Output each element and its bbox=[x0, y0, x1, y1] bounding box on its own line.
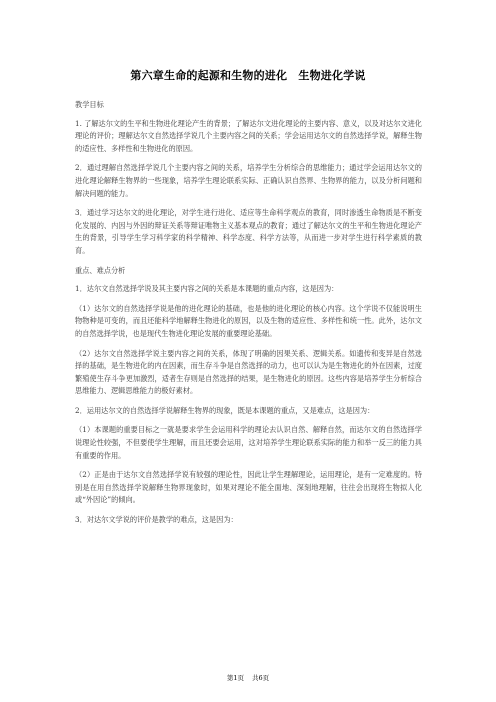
section-heading-objectives: 教学目标 bbox=[75, 100, 104, 109]
document-title: 第六章生命的起源和生物的进化 生物进化学说 bbox=[130, 69, 366, 82]
page-total: 共6页 bbox=[252, 674, 270, 682]
paragraph: 1. 了解达尔文的生平和生物进化理论产生的背景；了解达尔文进化理论的主要内容、意义，以及对达尔文进化理论的评价；理解达尔文自然选择学说几个主要内容之间的关系；学会运用达尔文的自然选择学说，解释生物的适应性、多样性和生物进化的原因。 bbox=[75, 118, 422, 153]
paragraph: 1．达尔文自然选择学说及其主要内容之间的关系是本课题的重点内容，这是因为： bbox=[75, 284, 339, 294]
document-body bbox=[75, 99, 422, 534]
paragraph: （1）本课题的重要目标之一就是要求学生会运用科学的理论去认识自然、解释自然，而达尔文的自然选择学说理论性较强，不但要使学生理解，而且还要会运用，这对培养学生理论联系实际的能力和举一反三的能力具有重要的作用。 bbox=[75, 425, 422, 460]
paragraph: （1）达尔文的自然选择学说是他的进化理论的基础，也是他的进化理论的核心内容。这个学说不仅能说明生物物种是可变的，而且还能科学地解释生物进化的原因，以及生物的适应性、多样性和统一性。此外，达尔文的自然选择学说，也是现代生物进化理论发展的重要理论基础。 bbox=[75, 303, 422, 338]
paragraph: 2．通过理解自然选择学说几个主要内容之间的关系，培养学生分析综合的思维能力；通过学会运用达尔文的进化理论解释生物界的一些现象，培养学生理论联系实际、正确认识自然界、生物界的能力，以及分析问题和解决问题的能力。 bbox=[75, 163, 422, 198]
paragraph: 3．对达尔文学说的评价是教学的难点，这是因为： bbox=[75, 515, 238, 525]
paragraph: 3．通过学习达尔文的进化理论，对学生进行进化、适应等生命科学观点的教育，同时渗透生命物质是不断变化发展的、内因与外因的辩证关系等辩证唯物主义基本观点的教育；通过了解达尔文的生平和生物进化理论产生的背景，引导学生学习科学家的科学精神、科学态度、科学方法等，从而进一步对学生进行科学素质的教育。 bbox=[75, 208, 422, 255]
page-footer bbox=[0, 673, 496, 682]
page-number: 第1页 bbox=[226, 674, 244, 682]
paragraph: （2）达尔文自然选择学说主要内容之间的关系，体现了明确的因果关系、逻辑关系。如遗传和变异是自然选择的基础，是生物进化的内在因素，而生存斗争是自然选择的动力，也可以认为是生物进化的外在因素，过度繁殖使生存斗争更加激烈，适者生存则是自然选择的结果，是生物进化的原因。这些内容是培养学生分析综合思维能力、逻辑思维能力的极好素材。 bbox=[75, 348, 422, 396]
paragraph: （2）正是由于达尔文自然选择学说有较强的理论性，因此让学生理解理论，运用理论，是有一定难度的。特别是在用自然选择学说解释生物界现象时，如果对理论不能全面地、深刻地理解，往往会出现将生物拟人化或“外因论”的倾向。 bbox=[75, 470, 422, 505]
paragraph: 2．运用达尔文的自然选择学说解释生物界的现象，既是本课题的重点，又是难点，这是因为： bbox=[75, 405, 375, 415]
section-heading-key-points: 重点、难点分析 bbox=[75, 265, 126, 275]
